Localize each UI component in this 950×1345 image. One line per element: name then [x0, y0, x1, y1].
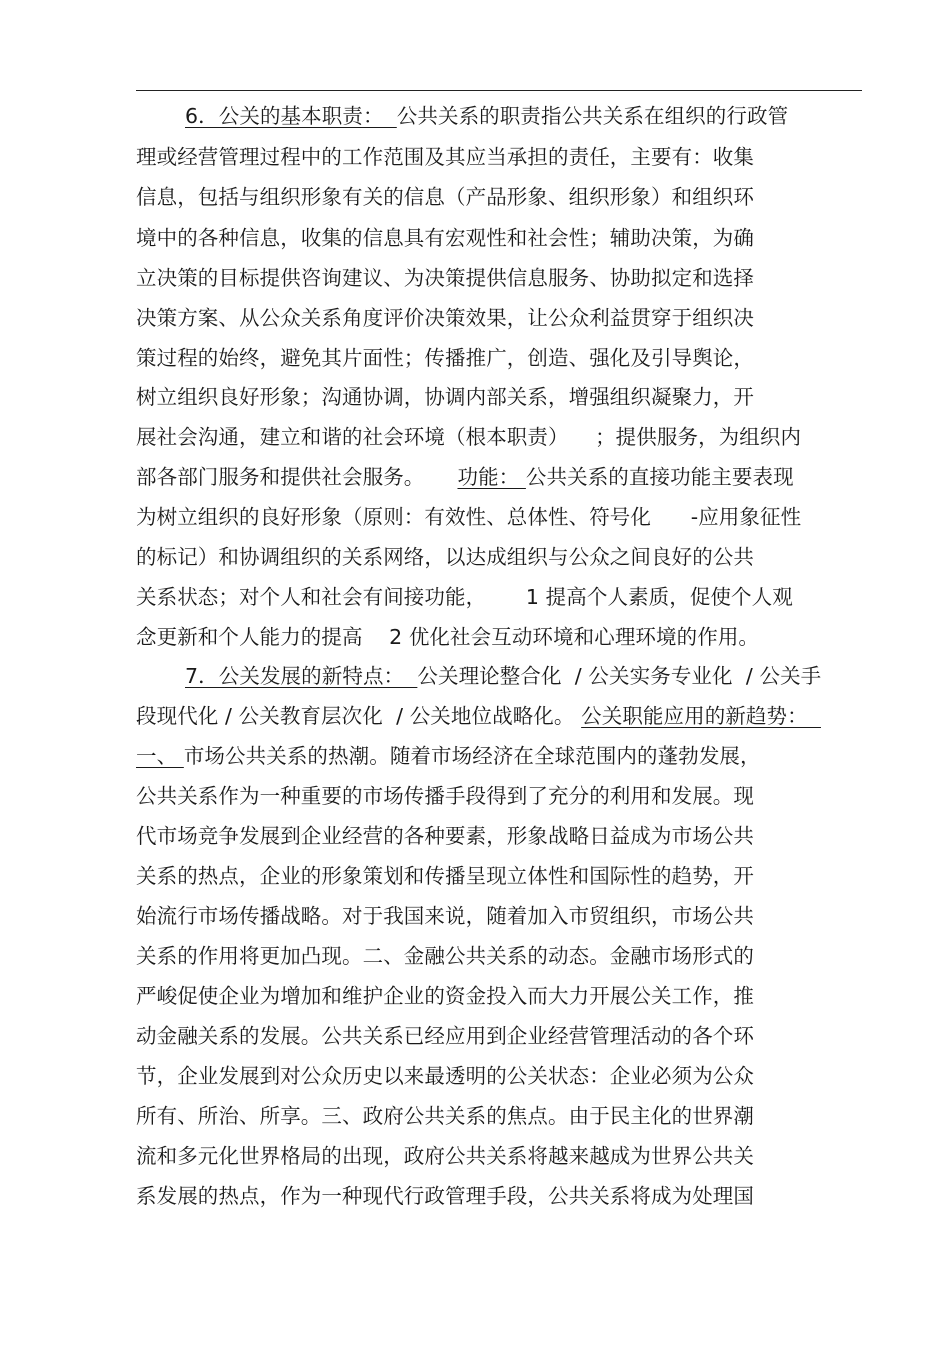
text-line [136, 902, 754, 930]
underlined-heading: 功能： [457, 465, 526, 489]
text-line [136, 543, 754, 571]
text-line [136, 1102, 754, 1130]
text-line [136, 1142, 754, 1170]
text-span: 关系的作用将更加凸现。二、金融公共关系的动态。金融市场形式的 [136, 944, 754, 968]
underlined-heading: 7．公关发展的新特点： [185, 664, 418, 688]
underlined-heading: 一、 [136, 744, 184, 768]
text-line [136, 822, 754, 850]
text-span: 动金融关系的发展。公共关系已经应用到企业经营管理活动的各个环 [136, 1024, 754, 1048]
text-line [136, 143, 754, 171]
text-line [185, 102, 788, 130]
text-line [136, 982, 754, 1010]
text-span: 所有、所治、所享。三、政府公共关系的焦点。由于民主化的世界潮 [136, 1104, 754, 1128]
text-line [185, 662, 821, 690]
text-span: 始流行市场传播战略。对于我国来说，随着加入市贸组织，市场公共 [136, 904, 754, 928]
underlined-heading: 6．公关的基本职责： [185, 104, 397, 128]
text-line [136, 423, 801, 451]
text-span: 树立组织良好形象；沟通协调，协调内部关系，增强组织凝聚力，开 [136, 385, 754, 409]
text-line [136, 224, 754, 252]
text-line [136, 383, 754, 411]
text-span: 公共关系的直接功能主要表现 [525, 465, 794, 489]
text-span: 段现代化 / 公关教育层次化 / 公关地位战略化。 [136, 704, 582, 728]
text-line [136, 304, 754, 332]
text-line [136, 1062, 754, 1090]
text-line [136, 742, 761, 770]
text-span: 代市场竞争发展到企业经营的各种要素，形象战略日益成为市场公共 [136, 824, 754, 848]
text-span: 为树立组织的良好形象（原则：有效性、总体性、符号化 -应用象征性 [136, 505, 802, 529]
text-line [136, 862, 754, 890]
text-span: 关系的热点，企业的形象策划和传播呈现立体性和国际性的趋势，开 [136, 864, 754, 888]
text-span: 公共关系的职责指公共关系在组织的行政管 [396, 104, 789, 128]
text-line [136, 183, 754, 211]
text-span: 决策方案、从公众关系角度评价决策效果，让公众利益贯穿于组织决 [136, 306, 754, 330]
text-span: 策过程的始终，避免其片面性；传播推广，创造、强化及引导舆论， [136, 346, 754, 370]
text-span: 部各部门服务和提供社会服务。 [136, 465, 458, 489]
text-line [136, 503, 801, 531]
text-span: 公共关系作为一种重要的市场传播手段得到了充分的利用和发展。现 [136, 784, 754, 808]
text-span: 信息，包括与组织形象有关的信息（产品形象、组织形象）和组织环 [136, 185, 754, 209]
text-span: 念更新和个人能力的提高 2 优化社会互动环境和心理环境的作用。 [136, 625, 760, 649]
text-span: 系发展的热点，作为一种现代行政管理手段，公共关系将成为处理国 [136, 1184, 754, 1208]
text-line [136, 623, 759, 651]
text-span: 展社会沟通，建立和谐的社会环境（根本职责） ；提供服务，为组织内 [136, 425, 802, 449]
text-span: 的标记）和协调组织的关系网络，以达成组织与公众之间良好的公共 [136, 545, 754, 569]
text-line [136, 942, 754, 970]
text-line [136, 1182, 754, 1210]
text-span: 公关理论整合化 / 公关实务专业化 / 公关手 [417, 664, 822, 688]
text-span: 境中的各种信息，收集的信息具有宏观性和社会性；辅助决策，为确 [136, 226, 754, 250]
text-span: 节，企业发展到对公众历史以来最透明的公关状态：企业必须为公众 [136, 1064, 754, 1088]
text-line [136, 264, 754, 292]
header-rule [136, 90, 862, 91]
underlined-heading: 公关职能应用的新趋势： [581, 704, 821, 728]
text-line [136, 782, 754, 810]
text-span: 严峻促使企业为增加和维护企业的资金投入而大力开展公关工作，推 [136, 984, 754, 1008]
text-line [136, 463, 794, 491]
text-span: 市场公共关系的热潮。随着市场经济在全球范围内的蓬勃发展， [183, 744, 761, 768]
text-span: 理或经营管理过程中的工作范围及其应当承担的责任，主要有：收集 [136, 145, 754, 169]
text-line [136, 702, 821, 730]
text-line [136, 583, 793, 611]
text-span: 关系状态；对个人和社会有间接功能， 1 提高个人素质，促使个人观 [136, 585, 793, 609]
text-span: 立决策的目标提供咨询建议、为决策提供信息服务、协助拟定和选择 [136, 266, 754, 290]
text-line [136, 344, 754, 372]
text-line [136, 1022, 754, 1050]
text-span: 流和多元化世界格局的出现，政府公共关系将越来越成为世界公共关 [136, 1144, 754, 1168]
